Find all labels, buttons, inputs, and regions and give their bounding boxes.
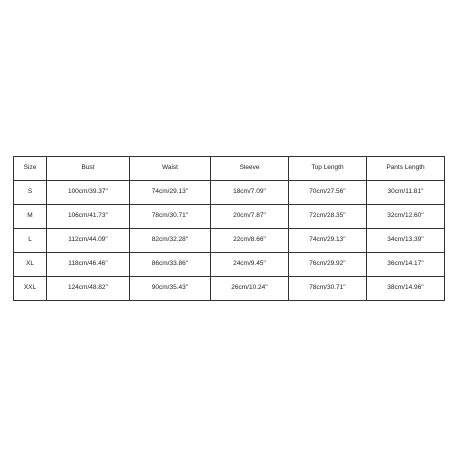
cell-size: XL bbox=[14, 253, 47, 277]
cell-pants-length: 38cm/14.96'' bbox=[367, 277, 445, 301]
cell-size: L bbox=[14, 229, 47, 253]
cell-bust: 100cm/39.37'' bbox=[47, 181, 130, 205]
table-row bbox=[14, 181, 445, 205]
table-row bbox=[14, 253, 445, 277]
cell-size: XXL bbox=[14, 277, 47, 301]
table-header-row bbox=[14, 157, 445, 181]
cell-waist: 86cm/33.86'' bbox=[130, 253, 211, 277]
cell-sleeve: 26cm/10.24'' bbox=[211, 277, 289, 301]
header-pants-length: Pants Length bbox=[367, 157, 445, 181]
header-sleeve: Sleeve bbox=[211, 157, 289, 181]
cell-waist: 90cm/35.43'' bbox=[130, 277, 211, 301]
cell-bust: 112cm/44.09'' bbox=[47, 229, 130, 253]
cell-pants-length: 30cm/11.81'' bbox=[367, 181, 445, 205]
cell-waist: 74cm/29.13'' bbox=[130, 181, 211, 205]
header-waist: Waist bbox=[130, 157, 211, 181]
size-chart-table bbox=[13, 156, 445, 301]
table-row bbox=[14, 229, 445, 253]
cell-waist: 78cm/30.71'' bbox=[130, 205, 211, 229]
cell-sleeve: 18cm/7.09'' bbox=[211, 181, 289, 205]
cell-bust: 106cm/41.73'' bbox=[47, 205, 130, 229]
cell-sleeve: 22cm/8.66'' bbox=[211, 229, 289, 253]
cell-top-length: 74cm/29.13'' bbox=[289, 229, 367, 253]
cell-sleeve: 20cm/7.87'' bbox=[211, 205, 289, 229]
cell-top-length: 78cm/30.71'' bbox=[289, 277, 367, 301]
table-row bbox=[14, 277, 445, 301]
cell-pants-length: 34cm/13.39'' bbox=[367, 229, 445, 253]
header-top-length: Top Length bbox=[289, 157, 367, 181]
cell-pants-length: 36cm/14.17'' bbox=[367, 253, 445, 277]
cell-top-length: 76cm/29.92'' bbox=[289, 253, 367, 277]
cell-top-length: 72cm/28.35'' bbox=[289, 205, 367, 229]
cell-top-length: 70cm/27.56'' bbox=[289, 181, 367, 205]
cell-waist: 82cm/32.28'' bbox=[130, 229, 211, 253]
cell-bust: 124cm/48.82'' bbox=[47, 277, 130, 301]
cell-pants-length: 32cm/12.60'' bbox=[367, 205, 445, 229]
table-row bbox=[14, 205, 445, 229]
header-size: Size bbox=[14, 157, 47, 181]
header-bust: Bust bbox=[47, 157, 130, 181]
cell-sleeve: 24cm/9.45'' bbox=[211, 253, 289, 277]
cell-size: M bbox=[14, 205, 47, 229]
cell-bust: 118cm/46.46'' bbox=[47, 253, 130, 277]
cell-size: S bbox=[14, 181, 47, 205]
